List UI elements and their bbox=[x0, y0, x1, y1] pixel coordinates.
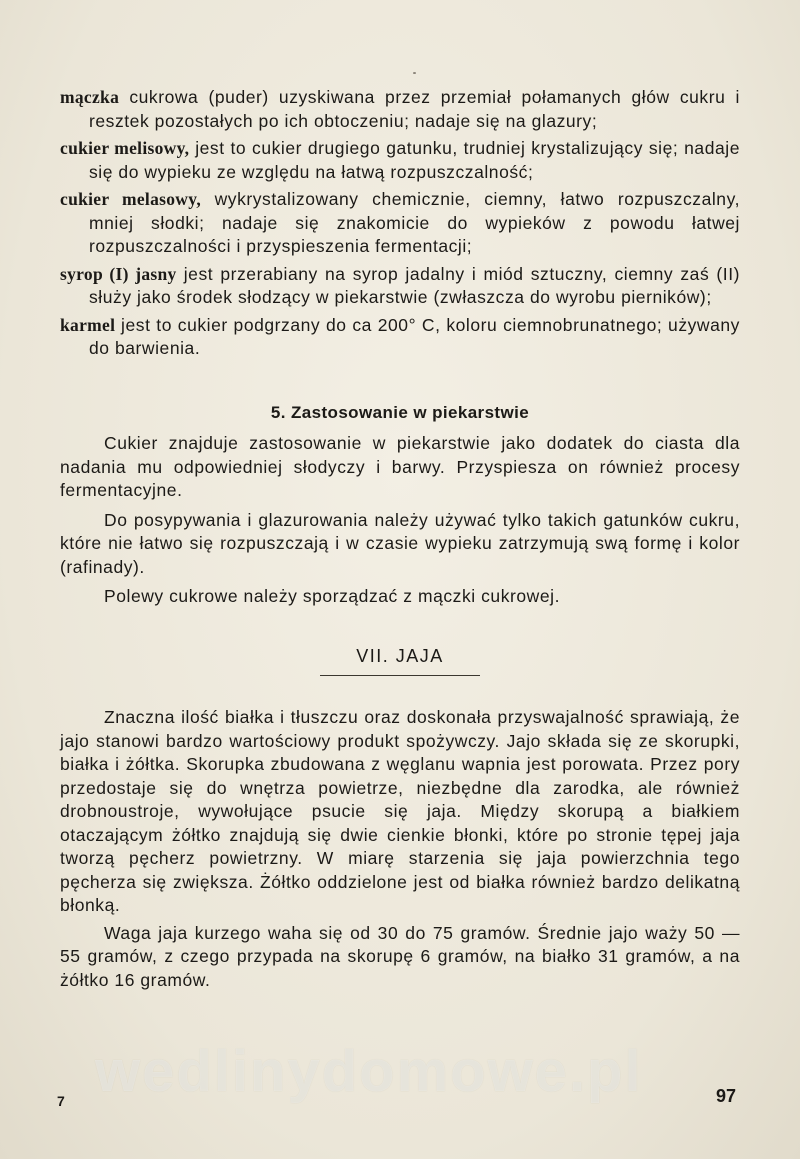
watermark: wedlinydomowe.pl bbox=[95, 1039, 643, 1104]
definition-text: wykrystalizowany chemicznie, ciemny, łatwo rozpuszczalny, mniej słodki; nadaje się znakomicie do wypieków z powodu łatwej rozpuszczalności i przyspieszenia fermentacji; bbox=[89, 189, 740, 256]
definition-cukier-melisowy bbox=[60, 137, 740, 184]
signature-mark: 7 bbox=[57, 1093, 65, 1109]
definition-maczka bbox=[60, 86, 740, 133]
chapter-paragraph: Waga jaja kurzego waha się od 30 do 75 gramów. Średnie jajo waży 50 — 55 gramów, z czego przypada na skorupę 6 gramów, na białko 31 gramów, a na żółtko 16 gramów. bbox=[60, 922, 740, 990]
definition-syrop bbox=[60, 263, 740, 310]
definition-text: cukrowa (puder) uzyskiwana przez przemiał połamanych głów cukru i resztek pozostałych po ich obtoczeniu; nadaje się na glazury; bbox=[89, 87, 740, 131]
definition-cukier-melasowy bbox=[60, 188, 740, 259]
definition-text: jest przerabiany na syrop jadalny i miód sztuczny, ciemny zaś (II) służy jako środek słodzący w piekarstwie (zwłaszcza do wyrobu pierników); bbox=[89, 263, 740, 307]
section-paragraph: Cukier znajduje zastosowanie w piekarstwie jako dodatek do ciasta dla nadania mu odpowiedniej słodyczy i barwy. Przyspiesza on również procesy fermentacyjne. bbox=[60, 433, 740, 500]
definition-term: syrop (I) jasny bbox=[60, 263, 177, 284]
definition-term: karmel bbox=[60, 314, 116, 335]
definition-term: cukier melisowy, bbox=[60, 138, 190, 158]
chapter-divider bbox=[320, 675, 480, 676]
section-paragraph: Do posypywania i glazurowania należy używać tylko takich gatunków cukru, które nie łatwo się rozpuszczają i w czasie wypieku zatrzymują swą formę i kolor (rafinady). bbox=[60, 509, 740, 577]
chapter-paragraph: Znaczna ilość białka i tłuszczu oraz doskonała przyswajalność sprawiają, że jajo stanowi bardzo wartościowy produkt spożywczy. Jajo składa się ze skorupki, białka i żółtka. Skorupka zbudowana z węglanu wapnia jest porowata. Przez pory przedostaje się do wnętrza powietrze, niezbędne dla zarodka, ale również drobnoustroje, wywołujące psucie się jaja. Między skorupą a białkiem otaczającym żółtko znajdują się dwie cienkie błonki, które po stronie tępej jaja tworzą pęcherz powietrzny. W miarę starzenia się jaja powierzchnia tego pęcherza się zwiększa. Żółtko oddzielone jest od białka również bardzo delikatną błonką. bbox=[60, 707, 740, 915]
section-paragraph: Polewy cukrowe należy sporządzać z mączki cukrowej. bbox=[104, 586, 560, 606]
definition-text: jest to cukier podgrzany do ca 200° C, koloru ciemnobrunatnego; używany do barwienia. bbox=[89, 314, 740, 358]
definition-term: mączka bbox=[60, 87, 120, 107]
page-number: 97 bbox=[716, 1086, 737, 1106]
definition-list bbox=[60, 86, 740, 361]
chapter-title: VII. JAJA bbox=[356, 645, 444, 666]
page-text bbox=[60, 86, 740, 998]
definition-text: jest to cukier drugiego gatunku, trudniej krystalizujący się; nadaje się do wypieku ze względu na łatwą rozpuszczalność; bbox=[89, 138, 740, 182]
definition-karmel bbox=[60, 314, 740, 361]
definition-term: cukier melasowy, bbox=[60, 189, 201, 209]
section-heading: 5. Zastosowanie w piekarstwie bbox=[270, 402, 530, 422]
paper-speck bbox=[413, 72, 416, 74]
